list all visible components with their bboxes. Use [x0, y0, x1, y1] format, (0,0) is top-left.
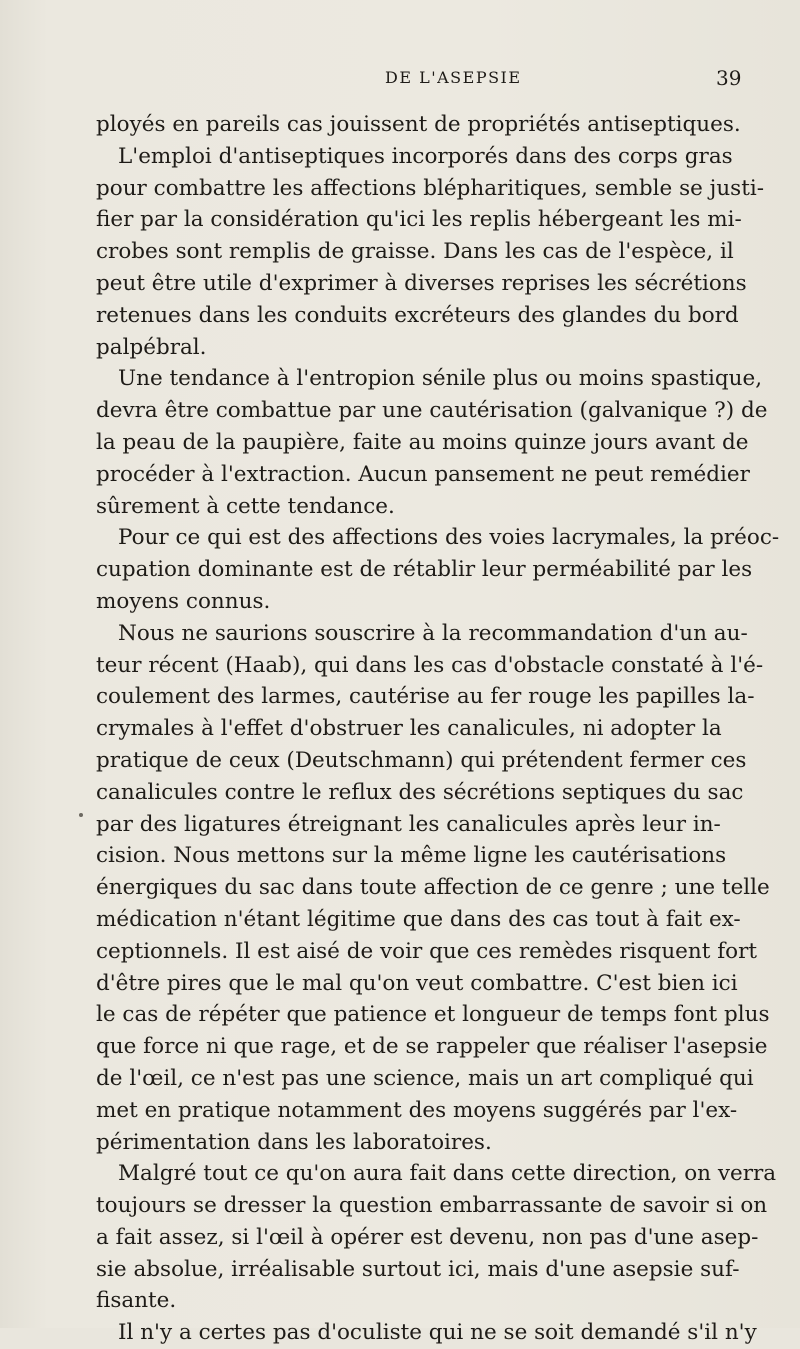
text-line: ceptionnels. Il est aisé de voir que ces remèdes risquent fort [96, 938, 758, 964]
text-line: Nous ne saurions souscrire à la recommandation d'un au- [118, 620, 748, 646]
body-text [96, 109, 780, 1349]
text-line: sie absolue, irréalisable surtout ici, mais d'une asepsie suf- [96, 1256, 740, 1282]
text-line: Pour ce qui est des affections des voies lacrymales, la préoc- [118, 525, 780, 551]
text-line: toujours se dresser la question embarrassante de savoir si on [96, 1193, 768, 1219]
text-line: a fait assez, si l'œil à opérer est devenu, non pas d'une asep- [96, 1224, 759, 1250]
ink-speck [79, 813, 83, 817]
text-line: la peau de la paupière, faite au moins quinze jours avant de [96, 429, 749, 455]
text-line: canalicules contre le reflux des sécrétions septiques du sac [96, 779, 744, 805]
text-line: que force ni que rage, et de se rappeler que réaliser l'asepsie [96, 1034, 768, 1060]
text-line: devra être combattue par une cautérisation (galvanique ?) de [96, 398, 768, 424]
text-line: par des ligatures étreignant les canalicules après leur in- [96, 811, 721, 837]
running-title: DE L'ASEPSIE [385, 68, 522, 87]
text-line: fier par la considération qu'ici les replis hébergeant les mi- [96, 207, 742, 233]
text-line: le cas de répéter que patience et longueur de temps font plus [96, 1002, 770, 1028]
text-line: coulement des larmes, cautérise au fer rouge les papilles la- [96, 684, 755, 710]
text-line: Malgré tout ce qu'on aura fait dans cette direction, on verra [118, 1161, 777, 1187]
page-number: 39 [716, 66, 742, 90]
text-line: peut être utile d'exprimer à diverses reprises les sécrétions [96, 270, 747, 296]
text-line: retenues dans les conduits excréteurs des glandes du bord [96, 302, 739, 328]
text-line: fisante. [96, 1288, 177, 1314]
text-line: de l'œil, ce n'est pas une science, mais un art compliqué qui [96, 1065, 754, 1091]
text-line: palpébral. [96, 334, 207, 360]
text-line: pour combattre les affections blépharitiques, semble se justi- [96, 175, 764, 201]
text-line: sûrement à cette tendance. [96, 493, 395, 519]
text-line: périmentation dans les laboratoires. [96, 1129, 492, 1155]
text-line: énergiques du sac dans toute affection de ce genre ; une telle [96, 875, 770, 901]
text-line: ployés en pareils cas jouissent de propriétés antiseptiques. [96, 112, 741, 137]
text-line: d'être pires que le mal qu'on veut combattre. C'est bien ici [96, 970, 738, 996]
text-line: cupation dominante est de rétablir leur perméabilité par les [96, 557, 753, 583]
text-line: Il n'y a certes pas d'oculiste qui ne se soit demandé s'il n'y [118, 1320, 757, 1346]
text-line: L'emploi d'antiseptiques incorporés dans des corps gras [118, 143, 733, 169]
text-line: pratique de ceux (Deutschmann) qui prétendent fermer ces [96, 747, 747, 773]
text-line: procéder à l'extraction. Aucun pansement ne peut remédier [96, 461, 750, 487]
text-line: Une tendance à l'entropion sénile plus ou moins spastique, [118, 366, 763, 392]
text-line: médication n'étant légitime que dans des cas tout à fait ex- [96, 906, 741, 932]
text-line: met en pratique notamment des moyens suggérés par l'ex- [96, 1097, 738, 1123]
text-line: moyens connus. [96, 588, 271, 614]
text-line: cision. Nous mettons sur la même ligne les cautérisations [96, 843, 727, 869]
text-line: crobes sont remplis de graisse. Dans les cas de l'espèce, il [96, 239, 734, 265]
text-line: crymales à l'effet d'obstruer les canalicules, ni adopter la [96, 716, 722, 742]
page-header [0, 68, 800, 98]
text-line: teur récent (Haab), qui dans les cas d'obstacle constaté à l'é- [96, 652, 764, 678]
